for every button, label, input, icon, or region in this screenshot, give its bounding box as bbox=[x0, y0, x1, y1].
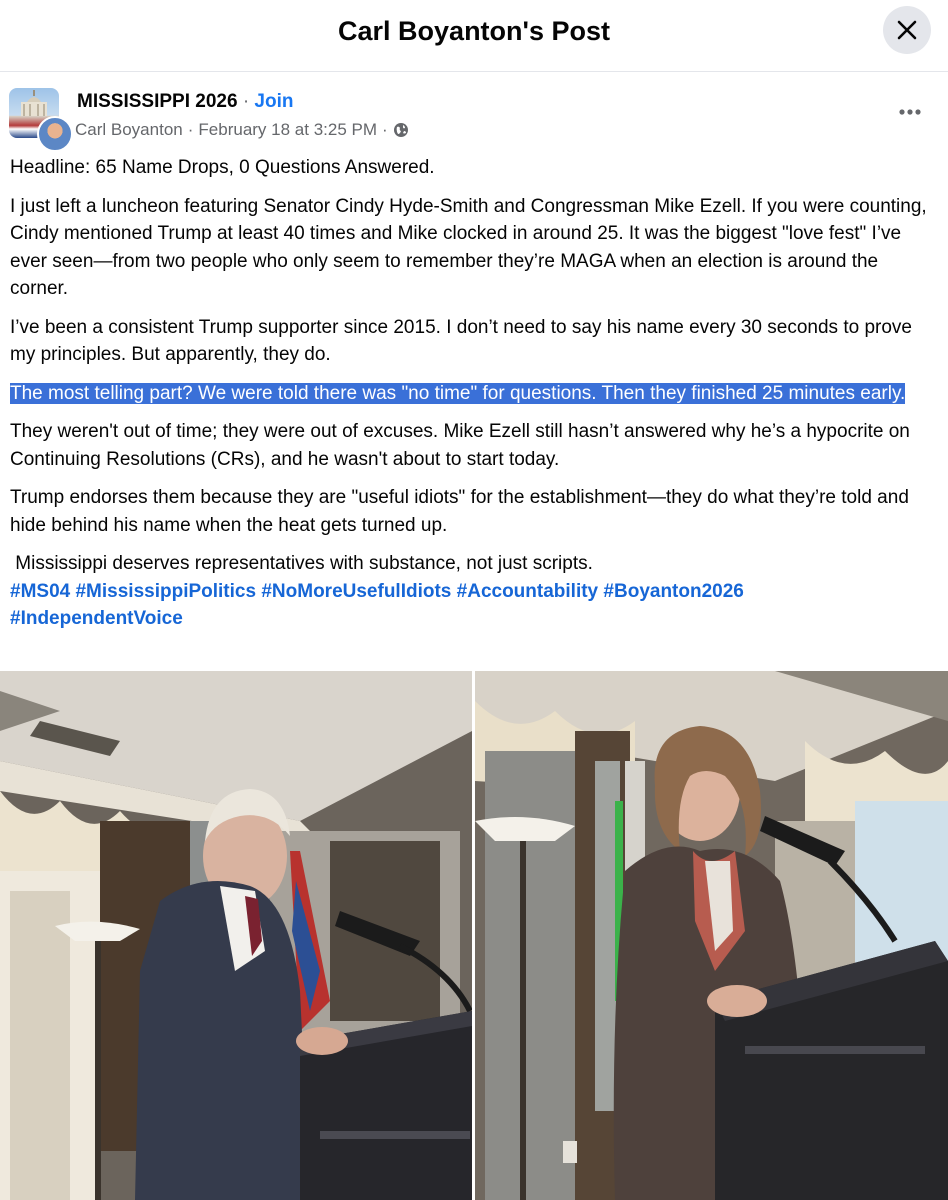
separator-dot: · bbox=[187, 120, 194, 139]
photo-congressman-at-podium[interactable] bbox=[0, 671, 472, 1200]
join-button[interactable]: Join bbox=[254, 91, 294, 112]
hashtag-link[interactable]: #IndependentVoice bbox=[10, 608, 183, 629]
group-name-link[interactable]: MISSISSIPPI 2026 bbox=[77, 91, 238, 112]
globe-icon bbox=[393, 122, 409, 138]
post-paragraph: I’ve been a consistent Trump supporter since 2015. I don’t need to say his name every 30 seconds to prove my principles. But apparently, they do. bbox=[10, 316, 912, 365]
post-text bbox=[10, 154, 938, 633]
avatar-stack[interactable] bbox=[9, 88, 65, 144]
post-paragraph: Trump endorses them because they are "useful idiots" for the establishment—they do what they’re told and hide behind his name when the heat gets turned up. bbox=[10, 487, 909, 536]
hashtag-list bbox=[10, 578, 938, 633]
hashtag-link[interactable]: #Boyanton2026 bbox=[603, 580, 744, 602]
more-icon bbox=[898, 108, 922, 116]
timestamp-link[interactable]: February 18 at 3:25 PM bbox=[198, 120, 377, 139]
more-options-button[interactable] bbox=[892, 100, 928, 124]
post-paragraph: They weren't out of time; they were out of excuses. Mike Ezell still hasn’t answered why he’s a hypocrite on Continuing Resolutions (CRs), and he wasn't about to start today. bbox=[10, 421, 910, 470]
post-paragraph: I just left a luncheon featuring Senator Cindy Hyde-Smith and Congressman Mike Ezell. If you were counting, Cindy mentioned Trump at least 40 times and Mike clocked in around 25. It was the biggest "love fest" I’ve ever seen—from two people who only seem to remember they’re MAGA when an election is around the corner. bbox=[10, 195, 927, 299]
dialog-title: Carl Boyanton's Post bbox=[338, 16, 610, 46]
hashtag-link[interactable]: #MS04 bbox=[10, 580, 71, 602]
hashtag-link[interactable]: #NoMoreUsefulIdiots bbox=[261, 580, 452, 602]
selected-text: The most telling part? We were told there was "no time" for questions. Then they finished 25 minutes early. bbox=[10, 382, 906, 404]
post-paragraph: Headline: 65 Name Drops, 0 Questions Answered. bbox=[10, 157, 435, 178]
photo-senator-at-podium[interactable] bbox=[475, 671, 948, 1200]
close-icon bbox=[896, 19, 918, 41]
group-name-row bbox=[77, 90, 293, 114]
close-button[interactable] bbox=[883, 6, 931, 54]
hashtag-link[interactable]: #Accountability bbox=[456, 580, 599, 602]
post-header bbox=[0, 82, 948, 152]
post-meta bbox=[75, 119, 409, 141]
closing-line: Mississippi deserves representatives with substance, not just scripts. bbox=[10, 553, 593, 574]
hashtag-link[interactable]: #MississippiPolitics bbox=[75, 580, 257, 602]
photo-grid bbox=[0, 671, 948, 1200]
avatar[interactable] bbox=[37, 116, 73, 152]
separator-dot: · bbox=[242, 91, 255, 112]
author-link[interactable]: Carl Boyanton bbox=[75, 120, 183, 139]
post-paragraph-highlighted bbox=[10, 380, 938, 408]
dialog-header bbox=[0, 0, 948, 72]
separator-dot: · bbox=[382, 120, 388, 139]
